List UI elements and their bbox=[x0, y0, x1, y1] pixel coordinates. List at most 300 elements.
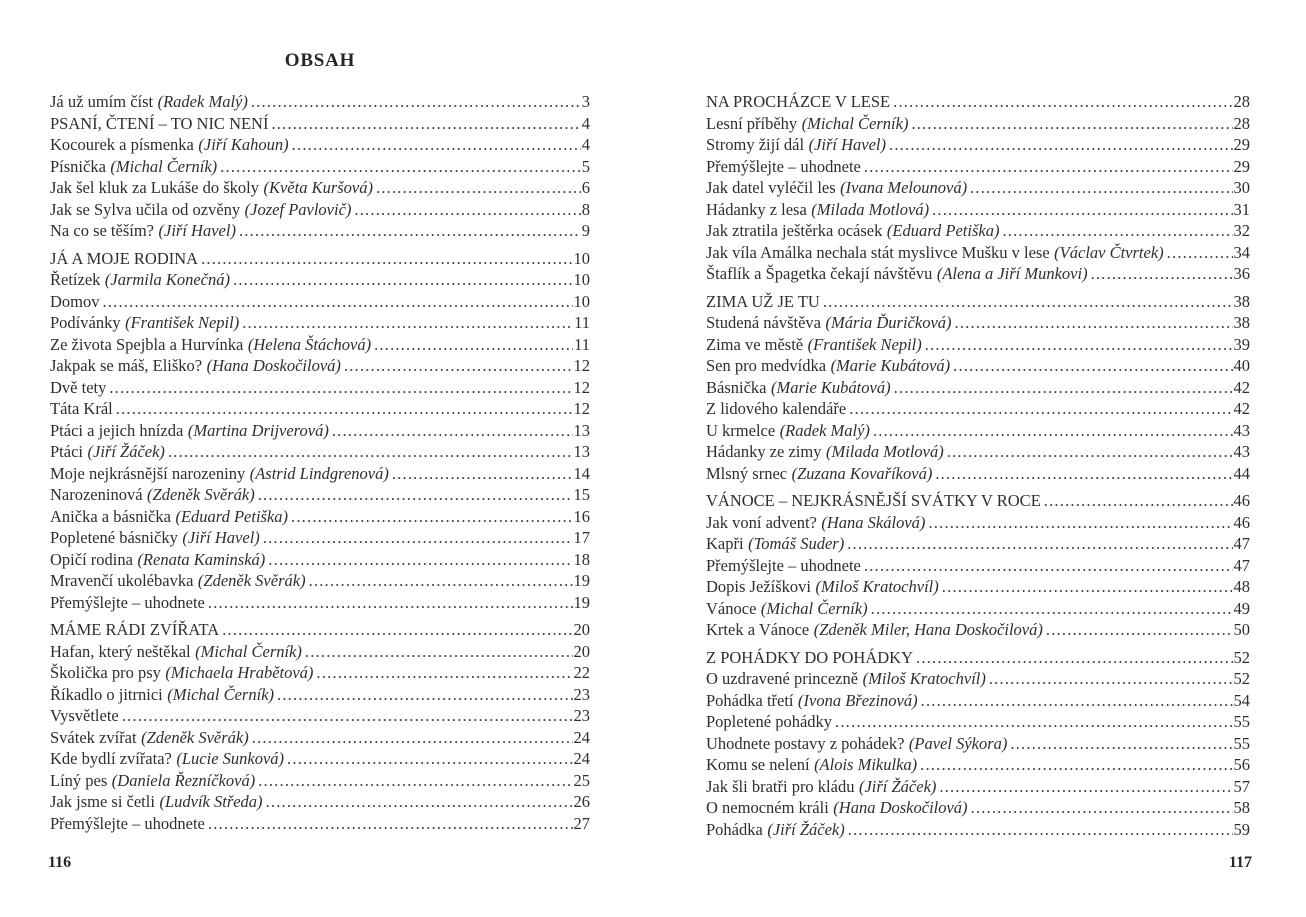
toc-entry-title: MÁME RÁDI ZVÍŘATA bbox=[50, 620, 220, 639]
toc-entry-page: 46 bbox=[1233, 491, 1250, 510]
toc-entry-page: 47 bbox=[1233, 534, 1250, 553]
toc-entry bbox=[706, 576, 1250, 598]
dot-leader bbox=[864, 156, 1233, 178]
toc-entry-page: 32 bbox=[1233, 221, 1250, 240]
toc-entry-page: 46 bbox=[1233, 512, 1250, 532]
toc-entry-author: (Radek Malý) bbox=[157, 92, 248, 111]
dot-leader bbox=[344, 355, 573, 377]
toc-section bbox=[706, 647, 1250, 841]
toc-entry-author: (Jiří Žáček) bbox=[858, 776, 937, 796]
dot-leader bbox=[222, 619, 572, 641]
toc-entry-page: 56 bbox=[1233, 755, 1250, 774]
toc-entry-page: 42 bbox=[1233, 377, 1250, 397]
dot-leader bbox=[201, 248, 572, 270]
dot-leader bbox=[1046, 619, 1233, 641]
dot-leader bbox=[955, 312, 1233, 334]
toc-entry-title: Domov bbox=[50, 291, 100, 311]
toc-entry-author: (Jiří Havel) bbox=[158, 221, 236, 240]
dot-leader bbox=[925, 334, 1233, 356]
toc-entry bbox=[50, 705, 590, 727]
toc-entry-author: (Astrid Lindgrenová) bbox=[249, 463, 389, 483]
dot-leader bbox=[220, 156, 581, 178]
toc-entry-author: (Miloš Kratochvíl) bbox=[862, 669, 986, 688]
toc-entry-page: 42 bbox=[1233, 399, 1250, 418]
dot-leader bbox=[873, 420, 1233, 442]
toc-entry-title: Kocourek a písmenka bbox=[50, 135, 194, 154]
toc-entry-author: (Michal Černík) bbox=[110, 156, 218, 176]
toc-entry bbox=[50, 791, 590, 813]
toc-entry-page: 12 bbox=[573, 399, 590, 418]
dot-leader bbox=[122, 705, 573, 727]
dot-leader bbox=[1167, 242, 1233, 264]
toc-entry-title: Já už umím číst bbox=[50, 92, 154, 111]
toc-entry-page: 38 bbox=[1233, 313, 1250, 332]
dot-leader bbox=[258, 484, 573, 506]
toc-entry bbox=[706, 398, 1250, 420]
toc-entry-page: 11 bbox=[574, 313, 590, 332]
toc-entry-title: Anička a básnička bbox=[50, 506, 171, 526]
toc-entry-title: VÁNOCE – NEJKRÁSNĚJŠÍ SVÁTKY V ROCE bbox=[706, 491, 1041, 510]
toc-entry-title: Ze života Spejbla a Hurvínka bbox=[50, 334, 244, 354]
toc-entry-page: 17 bbox=[573, 528, 590, 547]
toc-entry-author: (Helena Štáchová) bbox=[247, 334, 372, 354]
toc-entry-author: (Zdeněk Miler, Hana Doskočilová) bbox=[813, 620, 1043, 639]
dot-leader bbox=[316, 662, 572, 684]
toc-entry-author: (Pavel Sýkora) bbox=[908, 733, 1008, 753]
toc-entry-title: Pohádka bbox=[706, 819, 763, 839]
toc-entry bbox=[706, 463, 1250, 485]
dot-leader bbox=[208, 592, 573, 614]
toc-entry-page: 10 bbox=[573, 291, 590, 311]
toc-entry bbox=[50, 484, 590, 506]
dot-leader bbox=[168, 441, 573, 463]
toc-entry-author: (Květa Kuršová) bbox=[263, 178, 373, 197]
toc-entry-author: (Eduard Petiška) bbox=[886, 221, 1000, 240]
toc-entry bbox=[50, 748, 590, 770]
toc-entry-title: Moje nejkrásnější narozeniny bbox=[50, 463, 246, 483]
toc-entry-author: (Zdeněk Svěrák) bbox=[141, 727, 249, 747]
dot-leader bbox=[989, 668, 1233, 690]
toc-entry bbox=[50, 91, 590, 113]
toc-entry-title: Mlsný srnec bbox=[706, 463, 788, 483]
toc-entry-title: Komu se nelení bbox=[706, 755, 810, 774]
dot-leader bbox=[374, 334, 573, 356]
toc-entry-author: (Lucie Sunková) bbox=[176, 749, 285, 768]
dot-leader bbox=[1044, 490, 1233, 512]
toc-entry-title: Pohádka třetí bbox=[706, 690, 794, 710]
toc-entry bbox=[50, 813, 590, 835]
toc-entry-title: Opičí rodina bbox=[50, 549, 133, 569]
toc-section bbox=[706, 291, 1250, 485]
toc-entry-page: 14 bbox=[573, 463, 590, 483]
toc-entry-author: (Marie Kubátová) bbox=[830, 356, 951, 375]
toc-entry-page: 5 bbox=[581, 156, 590, 176]
toc-entry-page: 18 bbox=[573, 549, 590, 569]
toc-entry-author: (Jiří Kahoun) bbox=[198, 135, 289, 154]
toc-entry bbox=[706, 441, 1250, 463]
toc-entry-page: 22 bbox=[573, 663, 590, 682]
toc-entry-title: Jak ztratila ještěrka ocásek bbox=[706, 221, 883, 240]
toc-entry-author: (Alois Mikulka) bbox=[814, 755, 918, 774]
toc-entry-title: Sen pro medvídka bbox=[706, 356, 827, 375]
toc-entry-title: Hádanky ze zimy bbox=[706, 442, 822, 461]
toc-entry bbox=[706, 490, 1250, 512]
toc-entry-page: 29 bbox=[1233, 135, 1250, 154]
dot-leader bbox=[1010, 733, 1232, 755]
toc-entry bbox=[50, 134, 590, 156]
toc-entry bbox=[706, 156, 1250, 178]
toc-entry-page: 57 bbox=[1233, 776, 1250, 796]
toc-column-right bbox=[706, 91, 1250, 840]
dot-leader bbox=[309, 570, 573, 592]
toc-entry-page: 24 bbox=[573, 749, 590, 768]
toc-entry-page: 40 bbox=[1233, 356, 1250, 375]
toc-entry-page: 11 bbox=[574, 334, 590, 354]
toc-entry-page: 52 bbox=[1233, 669, 1250, 688]
toc-entry bbox=[706, 355, 1250, 377]
toc-section bbox=[706, 91, 1250, 285]
toc-entry-page: 25 bbox=[573, 770, 590, 790]
dot-leader bbox=[277, 684, 572, 706]
dot-leader bbox=[849, 398, 1232, 420]
toc-entry bbox=[50, 619, 590, 641]
dot-leader bbox=[928, 512, 1232, 534]
toc-entry bbox=[706, 776, 1250, 798]
toc-entry bbox=[706, 334, 1250, 356]
toc-entry-author: (Michal Černík) bbox=[195, 641, 302, 661]
toc-entry bbox=[706, 754, 1250, 776]
toc-entry-title: Jak jsme si četli bbox=[50, 792, 155, 811]
dot-leader bbox=[291, 506, 572, 528]
toc-entry-page: 43 bbox=[1233, 420, 1250, 440]
dot-leader bbox=[823, 291, 1233, 313]
toc-section bbox=[50, 91, 590, 242]
toc-entry-page: 13 bbox=[573, 442, 590, 461]
toc-entry-page: 8 bbox=[581, 199, 590, 219]
toc-entry-page: 38 bbox=[1233, 291, 1250, 311]
dot-leader bbox=[935, 463, 1232, 485]
dot-leader bbox=[894, 377, 1233, 399]
toc-entry-page: 19 bbox=[573, 592, 590, 612]
toc-entry-title: Popletené básničky bbox=[50, 528, 178, 547]
toc-entry-page: 4 bbox=[581, 135, 590, 154]
toc-entry-author: (Ivana Melounová) bbox=[840, 178, 968, 197]
dot-leader bbox=[864, 555, 1233, 577]
toc-entry bbox=[50, 549, 590, 571]
toc-entry-page: 26 bbox=[573, 792, 590, 811]
dot-leader bbox=[893, 91, 1232, 113]
toc-entry bbox=[706, 263, 1250, 285]
toc-entry bbox=[50, 269, 590, 291]
dot-leader bbox=[1091, 263, 1233, 285]
toc-entry bbox=[706, 377, 1250, 399]
toc-entry-page: 59 bbox=[1233, 819, 1250, 839]
toc-entry-author: (Martina Drijverová) bbox=[187, 420, 329, 440]
toc-entry-title: Písnička bbox=[50, 156, 106, 176]
toc-entry-author: (Alena a Jiří Munkovi) bbox=[936, 264, 1088, 283]
dot-leader bbox=[942, 576, 1233, 598]
dot-leader bbox=[835, 711, 1232, 733]
toc-section bbox=[706, 490, 1250, 641]
toc-entry bbox=[706, 555, 1250, 577]
toc-entry-title: Jakpak se máš, Eliško? bbox=[50, 356, 203, 375]
dot-leader bbox=[233, 269, 572, 291]
dot-leader bbox=[920, 754, 1232, 776]
toc-entry bbox=[50, 355, 590, 377]
toc-entry bbox=[50, 113, 590, 135]
toc-entry bbox=[706, 797, 1250, 819]
toc-entry-title: PSANÍ, ČTENÍ – TO NIC NENÍ bbox=[50, 113, 269, 133]
toc-entry-author: (Michal Černík) bbox=[760, 598, 868, 618]
dot-leader bbox=[354, 199, 580, 221]
toc-entry bbox=[706, 619, 1250, 641]
toc-entry-page: 28 bbox=[1233, 113, 1250, 133]
dot-leader bbox=[889, 134, 1232, 156]
toc-entry-page: 34 bbox=[1233, 242, 1250, 262]
toc-entry-author: (Mária Ďuričková) bbox=[825, 313, 952, 332]
toc-entry bbox=[50, 592, 590, 614]
dot-leader bbox=[271, 113, 580, 135]
toc-entry bbox=[50, 770, 590, 792]
toc-entry-page: 50 bbox=[1233, 620, 1250, 639]
dot-leader bbox=[970, 177, 1232, 199]
dot-leader bbox=[848, 819, 1233, 841]
toc-entry bbox=[706, 312, 1250, 334]
toc-entry-title: Dvě tety bbox=[50, 377, 107, 397]
toc-entry-title: Ptáci bbox=[50, 442, 83, 461]
toc-entry-page: 6 bbox=[581, 178, 590, 197]
toc-entry bbox=[706, 533, 1250, 555]
dot-leader bbox=[208, 813, 573, 835]
dot-leader bbox=[871, 598, 1233, 620]
dot-leader bbox=[103, 291, 573, 313]
toc-entry-title: Líný pes bbox=[50, 770, 108, 790]
toc-entry-author: (Zdeněk Svěrák) bbox=[147, 485, 255, 504]
toc-entry-page: 29 bbox=[1233, 156, 1250, 176]
toc-entry-page: 30 bbox=[1233, 178, 1250, 197]
toc-entry-title: Školička pro psy bbox=[50, 663, 161, 682]
toc-entry-title: Uhodnete postavy z pohádek? bbox=[706, 733, 905, 753]
toc-entry-title: Z POHÁDKY DO POHÁDKY bbox=[706, 647, 914, 667]
toc-entry bbox=[50, 641, 590, 663]
toc-entry bbox=[706, 420, 1250, 442]
toc-entry bbox=[50, 420, 590, 442]
toc-entry-page: 52 bbox=[1233, 647, 1250, 667]
toc-entry-title: Táta Král bbox=[50, 399, 113, 418]
dot-leader bbox=[266, 791, 573, 813]
toc-entry-author: (Daniela Řezníčková) bbox=[111, 770, 256, 790]
toc-entry bbox=[706, 91, 1250, 113]
toc-entry-page: 19 bbox=[573, 571, 590, 590]
toc-entry bbox=[706, 647, 1250, 669]
toc-entry bbox=[50, 177, 590, 199]
dot-leader bbox=[911, 113, 1232, 135]
dot-leader bbox=[916, 647, 1232, 669]
toc-entry-title: Jak datel vyléčil les bbox=[706, 178, 836, 197]
toc-entry-title: Jak víla Amálka nechala stát myslivce Mušku v lese bbox=[706, 242, 1050, 262]
toc-entry-page: 10 bbox=[573, 270, 590, 289]
toc-entry-title: Krtek a Vánoce bbox=[706, 620, 810, 639]
toc-entry bbox=[50, 684, 590, 706]
toc-entry bbox=[50, 199, 590, 221]
dot-leader bbox=[287, 748, 572, 770]
toc-entry-author: (Eduard Petiška) bbox=[175, 506, 289, 526]
toc-entry-author: (Jarmila Konečná) bbox=[104, 270, 231, 289]
toc-entry-title: Svátek zvířat bbox=[50, 727, 137, 747]
toc-entry bbox=[706, 220, 1250, 242]
toc-entry-title: Podívánky bbox=[50, 313, 121, 332]
toc-entry-page: 27 bbox=[573, 813, 590, 833]
dot-leader bbox=[847, 533, 1232, 555]
dot-leader bbox=[947, 441, 1233, 463]
toc-entry-author: (Michaela Hrabětová) bbox=[165, 663, 314, 682]
toc-entry-author: (Jiří Žáček) bbox=[87, 442, 165, 461]
toc-entry-page: 36 bbox=[1233, 264, 1250, 283]
toc-entry-title: NA PROCHÁZCE V LESE bbox=[706, 92, 891, 111]
toc-entry bbox=[706, 177, 1250, 199]
toc-entry-author: (Zuzana Kovaříková) bbox=[791, 463, 933, 483]
toc-entry-title: Studená návštěva bbox=[706, 313, 822, 332]
toc-entry-title: Vysvětlete bbox=[50, 706, 119, 725]
toc-entry-title: Kde bydlí zvířata? bbox=[50, 749, 172, 768]
toc-entry-author: (Michal Černík) bbox=[801, 113, 909, 133]
toc-entry bbox=[706, 242, 1250, 264]
dot-leader bbox=[292, 134, 581, 156]
toc-entry bbox=[50, 506, 590, 528]
toc-entry-title: Mravenčí ukolébavka bbox=[50, 571, 194, 590]
toc-section bbox=[50, 248, 590, 614]
toc-entry-author: (Hana Doskočilová) bbox=[206, 356, 341, 375]
toc-entry-page: 44 bbox=[1233, 463, 1250, 483]
toc-entry-author: (Jiří Havel) bbox=[808, 135, 887, 154]
toc-entry-page: 39 bbox=[1233, 334, 1250, 354]
toc-section bbox=[50, 619, 590, 834]
toc-entry bbox=[706, 291, 1250, 313]
toc-entry-page: 16 bbox=[573, 506, 590, 526]
toc-entry bbox=[706, 733, 1250, 755]
toc-entry-page: 48 bbox=[1233, 577, 1250, 596]
toc-entry-page: 54 bbox=[1233, 690, 1250, 710]
toc-entry bbox=[706, 113, 1250, 135]
dot-leader bbox=[258, 770, 572, 792]
toc-entry-title: Dopis Ježíškovi bbox=[706, 577, 811, 596]
toc-entry-author: (Jozef Pavlovič) bbox=[244, 199, 352, 219]
toc-entry-page: 20 bbox=[573, 620, 590, 639]
toc-entry-author: (Jiří Havel) bbox=[182, 528, 260, 547]
toc-entry-author: (Ivona Březinová) bbox=[798, 690, 918, 710]
toc-entry-page: 24 bbox=[573, 727, 590, 747]
toc-entry-title: Jak šli bratři pro kládu bbox=[706, 776, 855, 796]
dot-leader bbox=[305, 641, 573, 663]
toc-entry-page: 47 bbox=[1233, 555, 1250, 575]
toc-entry-title: Lesní příběhy bbox=[706, 113, 798, 133]
toc-entry bbox=[706, 199, 1250, 221]
toc-entry bbox=[50, 156, 590, 178]
toc-entry-page: 28 bbox=[1233, 92, 1250, 111]
toc-entry-page: 49 bbox=[1233, 598, 1250, 618]
toc-entry-page: 12 bbox=[573, 356, 590, 375]
dot-leader bbox=[116, 398, 573, 420]
toc-entry-title: Přemýšlejte – uhodnete bbox=[50, 813, 205, 833]
toc-entry-title: ZIMA UŽ JE TU bbox=[706, 291, 820, 311]
dot-leader bbox=[252, 727, 573, 749]
toc-entry bbox=[50, 334, 590, 356]
dot-leader bbox=[376, 177, 581, 199]
toc-entry-author: (Michal Černík) bbox=[167, 684, 275, 704]
toc-entry-title: Básnička bbox=[706, 377, 767, 397]
page-number-right: 117 bbox=[1228, 854, 1252, 871]
toc-entry-title: Ptáci a jejich hnízda bbox=[50, 420, 184, 440]
toc-entry-title: Narozeninová bbox=[50, 485, 143, 504]
toc-entry-author: (Hana Skálová) bbox=[821, 512, 926, 532]
toc-entry-title: Jak se Sylva učila od ozvěny bbox=[50, 199, 241, 219]
toc-entry-author: (Miloš Kratochvíl) bbox=[815, 577, 939, 596]
toc-entry-author: (Václav Čtvrtek) bbox=[1054, 242, 1164, 262]
toc-entry-author: (Renata Kaminská) bbox=[137, 549, 266, 569]
toc-entry-title: Říkadlo o jitrnici bbox=[50, 684, 163, 704]
toc-entry-title: Kapři bbox=[706, 534, 744, 553]
toc-entry-title: Stromy žijí dál bbox=[706, 135, 805, 154]
toc-entry-title: Přemýšlejte – uhodnete bbox=[50, 592, 205, 612]
dot-leader bbox=[932, 199, 1232, 221]
toc-entry-author: (Radek Malý) bbox=[779, 420, 870, 440]
toc-entry bbox=[50, 527, 590, 549]
toc-entry bbox=[50, 248, 590, 270]
toc-entry-page: 9 bbox=[581, 221, 590, 240]
toc-entry bbox=[50, 727, 590, 749]
toc-entry bbox=[50, 291, 590, 313]
toc-entry-page: 15 bbox=[573, 485, 590, 504]
toc-entry bbox=[706, 668, 1250, 690]
toc-entry-title: O nemocném králi bbox=[706, 798, 829, 817]
toc-entry-title: U krmelce bbox=[706, 420, 776, 440]
toc-entry bbox=[50, 398, 590, 420]
toc-entry-title: Řetízek bbox=[50, 270, 101, 289]
dot-leader bbox=[332, 420, 573, 442]
toc-entry-title: Hafan, který neštěkal bbox=[50, 641, 191, 661]
dot-leader bbox=[268, 549, 572, 571]
toc-entry-author: (Marie Kubátová) bbox=[770, 377, 891, 397]
toc-entry-author: (Milada Motlová) bbox=[811, 199, 930, 219]
toc-entry-page: 23 bbox=[573, 684, 590, 704]
page-number-left: 116 bbox=[48, 854, 72, 871]
toc-entry bbox=[50, 312, 590, 334]
toc-entry-page: 3 bbox=[581, 92, 590, 111]
dot-leader bbox=[939, 776, 1232, 798]
toc-entry-title: Zima ve městě bbox=[706, 334, 804, 354]
toc-entry bbox=[706, 598, 1250, 620]
toc-entry-page: 58 bbox=[1233, 798, 1250, 817]
toc-entry bbox=[706, 690, 1250, 712]
page-title: OBSAH bbox=[284, 50, 356, 71]
toc-entry-page: 55 bbox=[1233, 712, 1250, 731]
toc-entry-author: (Tomáš Suder) bbox=[748, 534, 845, 553]
toc-entry bbox=[50, 662, 590, 684]
dot-leader bbox=[251, 91, 581, 113]
toc-entry-author: (František Nepil) bbox=[807, 334, 922, 354]
toc-entry-page: 23 bbox=[573, 706, 590, 725]
toc-entry-title: Na co se těším? bbox=[50, 221, 155, 240]
dot-leader bbox=[109, 377, 572, 399]
toc-entry-title: Přemýšlejte – uhodnete bbox=[706, 555, 861, 575]
toc-entry-author: (František Nepil) bbox=[125, 313, 240, 332]
toc-entry bbox=[706, 134, 1250, 156]
toc-entry-title: Z lidového kalendáře bbox=[706, 399, 847, 418]
toc-entry-title: O uzdravené princezně bbox=[706, 669, 859, 688]
dot-leader bbox=[392, 463, 573, 485]
toc-entry bbox=[50, 441, 590, 463]
toc-entry-page: 20 bbox=[573, 641, 590, 661]
